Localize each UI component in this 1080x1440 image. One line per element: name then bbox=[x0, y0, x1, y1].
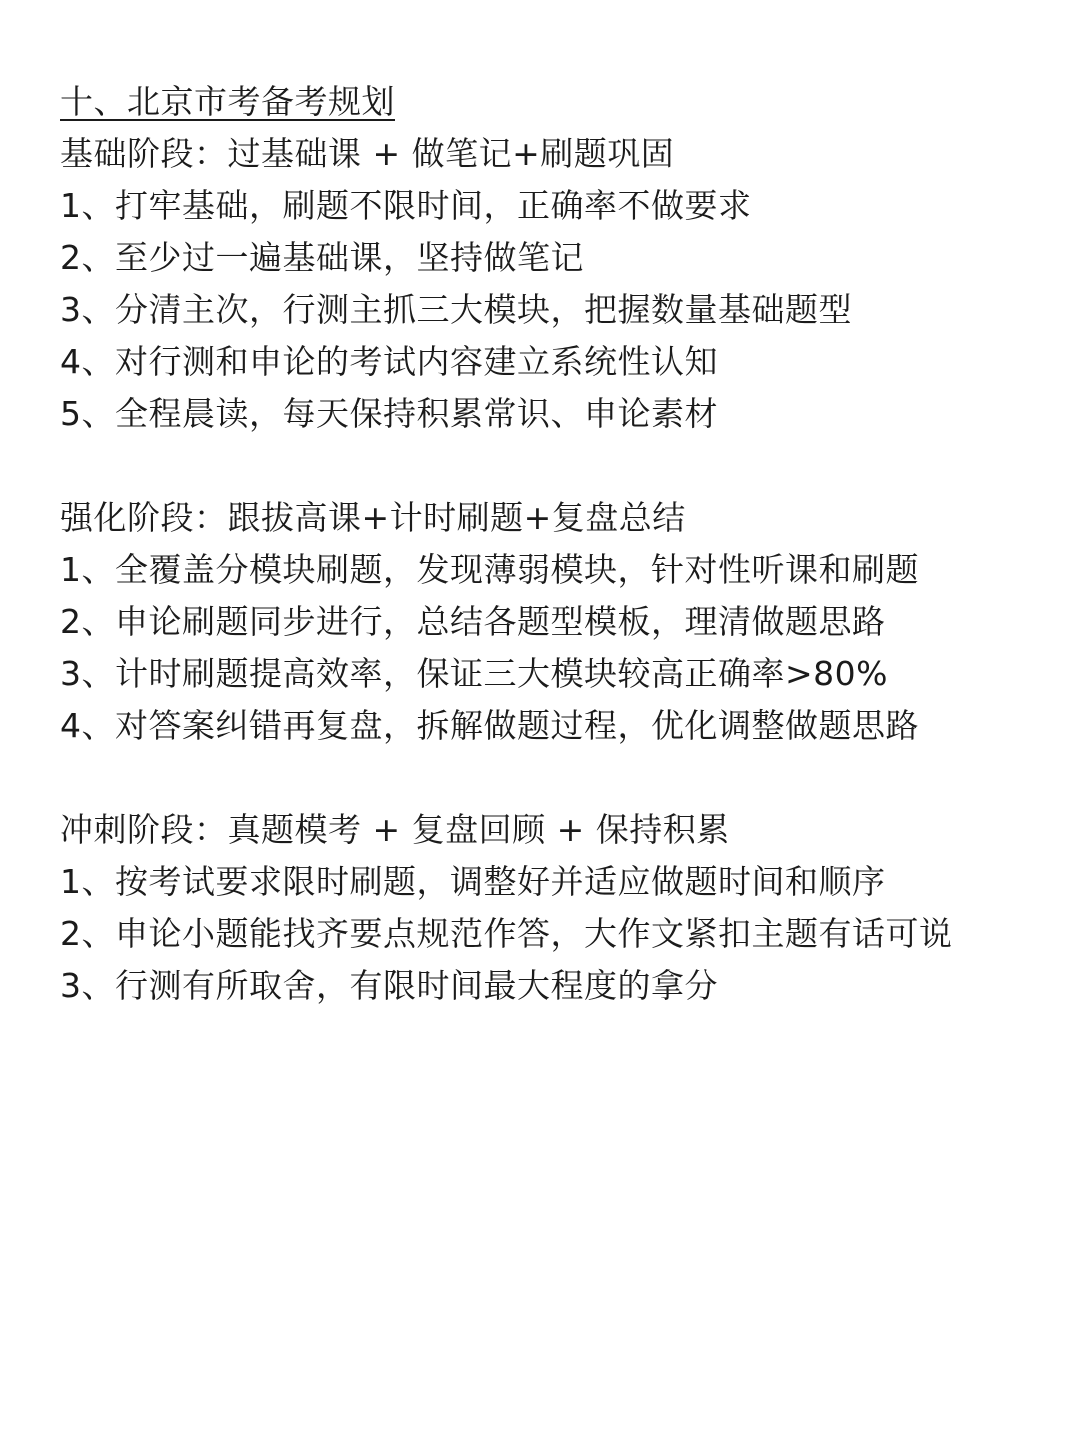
list-item: 1、打牢基础，刷题不限时间，正确率不做要求 bbox=[60, 186, 752, 225]
list-item: 3、计时刷题提高效率，保证三大模块较高正确率>80% bbox=[60, 654, 888, 693]
section-basic bbox=[60, 128, 1040, 440]
section-heading: 冲刺阶段：真题模考 + 复盘回顾 + 保持积累 bbox=[60, 810, 730, 849]
page-title: 十、北京市考备考规划 bbox=[60, 82, 395, 121]
list-item: 2、申论刷题同步进行，总结各题型模板，理清做题思路 bbox=[60, 602, 886, 641]
section-heading: 强化阶段：跟拔高课+计时刷题+复盘总结 bbox=[60, 498, 686, 537]
list-item: 1、按考试要求限时刷题，调整好并适应做题时间和顺序 bbox=[60, 862, 886, 901]
list-item: 4、对行测和申论的考试内容建立系统性认知 bbox=[60, 342, 718, 381]
section-sprint bbox=[60, 804, 1040, 1012]
section-spacer bbox=[60, 752, 1040, 804]
list-item: 4、对答案纠错再复盘，拆解做题过程，优化调整做题思路 bbox=[60, 706, 919, 745]
list-item: 2、至少过一遍基础课，坚持做笔记 bbox=[60, 238, 584, 277]
section-heading: 基础阶段：过基础课 + 做笔记+刷题巩固 bbox=[60, 134, 675, 173]
list-item: 5、全程晨读，每天保持积累常识、申论素材 bbox=[60, 394, 718, 433]
list-item: 1、全覆盖分模块刷题，发现薄弱模块，针对性听课和刷题 bbox=[60, 550, 919, 589]
list-item: 3、分清主次，行测主抓三大模块，把握数量基础题型 bbox=[60, 290, 852, 329]
document-body bbox=[60, 76, 1040, 1012]
section-strengthen bbox=[60, 492, 1040, 752]
section-spacer bbox=[60, 440, 1040, 492]
list-item: 2、申论小题能找齐要点规范作答，大作文紧扣主题有话可说 bbox=[60, 914, 953, 953]
list-item: 3、行测有所取舍，有限时间最大程度的拿分 bbox=[60, 966, 718, 1005]
